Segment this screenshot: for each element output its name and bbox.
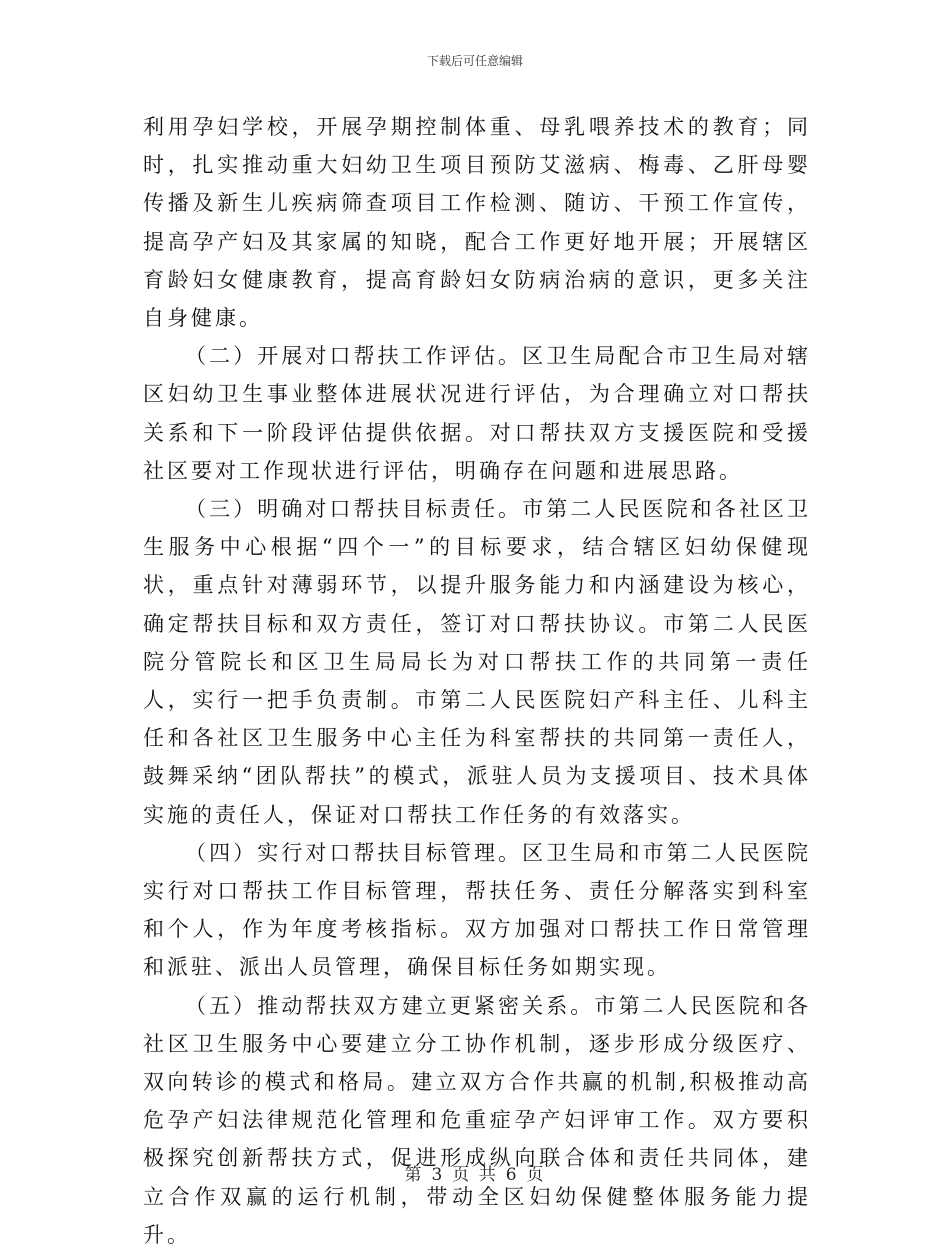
paragraph-continuation: 利用孕妇学校，开展孕期控制体重、母乳喂养技术的教育；同时，扎实推动重大妇幼卫生项目预防艾滋病、梅毒、乙肝母婴传播及新生儿疾病筛查项目工作检测、随访、干预工作宣传，提高孕产妇及其家属的知晓，配合工作更好地开展；开展辖区育龄妇女健康教育，提高育龄妇女防病治病的意识，更多关注自身健康。: [143, 115, 811, 331]
document-body: [143, 108, 811, 1254]
footer-prefix: 第: [404, 1165, 424, 1185]
footer-middle: 页 共: [452, 1165, 498, 1185]
paragraph-section-3: （三）明确对口帮扶目标责任。市第二人民医院和各社区卫生服务中心根据“四个一”的目标要求，结合辖区妇幼保健现状，重点针对薄弱环节，以提升服务能力和内涵建设为核心，确定帮扶目标和双方责任，签订对口帮扶协议。市第二人民医院分管院长和区卫生局局长为对口帮扶工作的共同第一责任人，实行一把手负责制。市第二人民医院妇产科主任、儿科主任和各社区卫生服务中心主任为科室帮扶的共同第一责任人，鼓舞采纳“团队帮扶”的模式，派驻人员为支援项目、技术具体实施的责任人，保证对口帮扶工作任务的有效落实。: [143, 497, 811, 827]
page-number: 3: [431, 1165, 445, 1185]
page-total: 6: [505, 1165, 519, 1185]
page-header: 下载后可任意编辑: [426, 54, 523, 68]
footer-suffix: 页: [526, 1165, 546, 1185]
paragraph-section-2: （二）开展对口帮扶工作评估。区卫生局配合市卫生局对辖区妇幼卫生事业整体进展状况进行评估，为合理确立对口帮扶关系和下一阶段评估提供依据。对口帮扶双方支援医院和受援社区要对工作现状进行评估，明确存在问题和进展思路。: [143, 344, 811, 483]
paragraph-section-4: （四）实行对口帮扶目标管理。区卫生局和市第二人民医院实行对口帮扶工作目标管理，帮扶任务、责任分解落实到科室和个人，作为年度考核指标。双方加强对口帮扶工作日常管理和派驻、派出人员管理，确保目标任务如期实现。: [143, 840, 811, 980]
paragraph-section-5: （五）推动帮扶双方建立更紧密关系。市第二人民医院和各社区卫生服务中心要建立分工协作机制，逐步形成分级医疗、双向转诊的模式和格局。建立双方合作共赢的机制,积极推动高危孕产妇法律规范化管理和危重症孕产妇评审工作。双方要积极探究创新帮扶方式，促进形成纵向联合体和责任共同体，建立合作双赢的运行机制，带动全区妇幼保健整体服务能力提升。: [143, 993, 811, 1247]
page-footer: [0, 1160, 950, 1185]
